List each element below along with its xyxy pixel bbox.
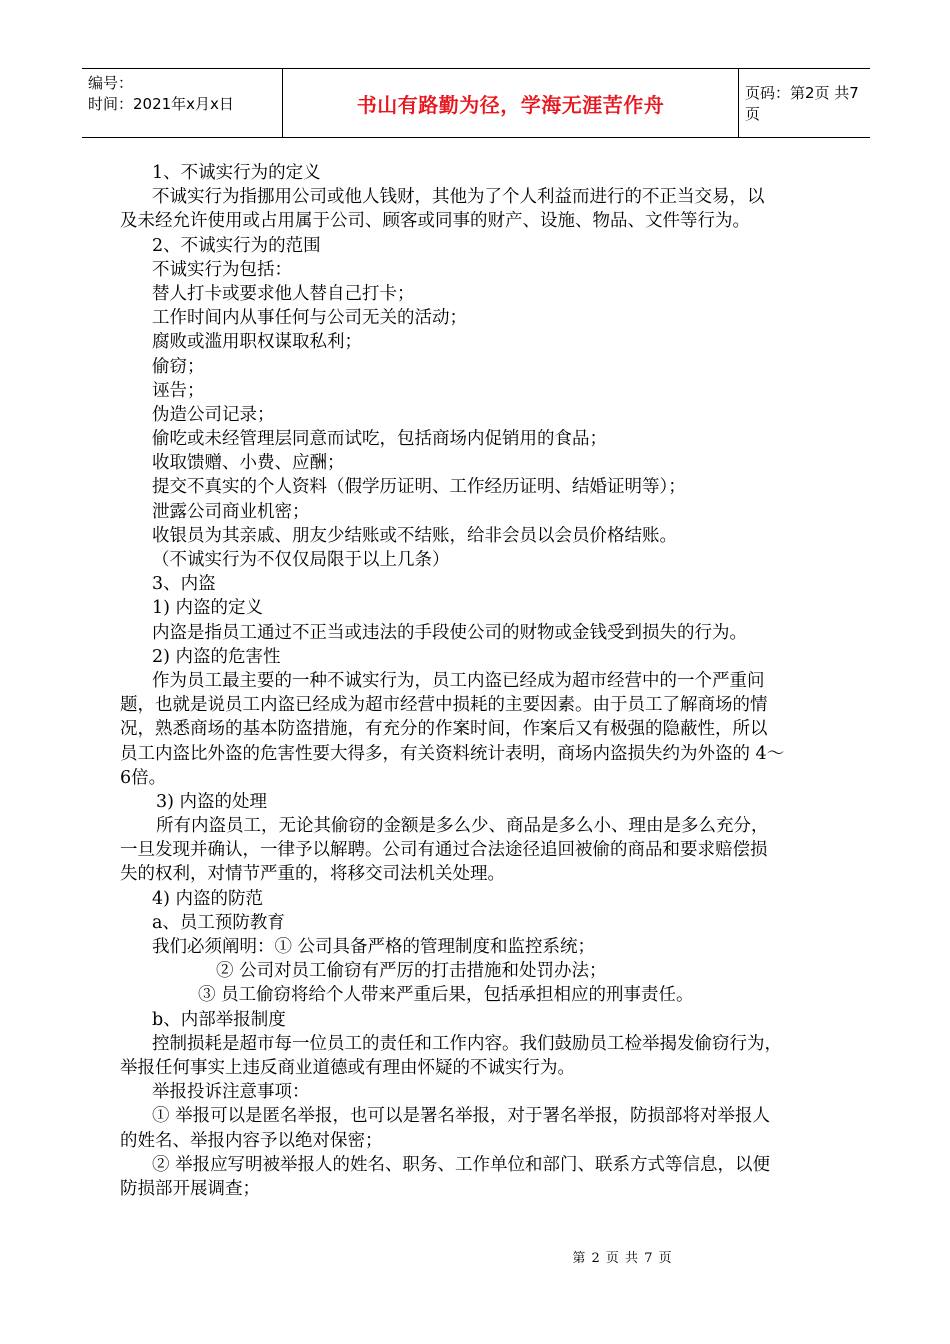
paragraph-line: 6倍。: [120, 767, 167, 788]
list-item: 偷窃；: [152, 356, 205, 377]
list-item: ② 公司对员工偷窃有严厉的打击措施和处罚办法；: [216, 961, 607, 982]
paragraph-line: 作为员工最主要的一种不诚实行为，员工内盗已经成为超市经营中的一个严重问: [152, 670, 765, 691]
list-item: 提交不真实的个人资料（假学历证明、工作经历证明、结婚证明等）；: [152, 477, 686, 498]
header-meta: [88, 73, 234, 115]
paragraph-line: 题，也就是说员工内盗已经成为超市经营中损耗的主要因素。由于员工了解商场的情: [120, 695, 768, 716]
paragraph-line: 及未经允许使用或占用属于公司、顾客或同事的财产、设施、物品、文件等行为。: [120, 211, 750, 232]
page-number-label: 页码：第2页 共7页: [745, 84, 859, 123]
list-item: 工作时间内从事任何与公司无关的活动；: [152, 308, 467, 329]
list-item: 腐败或滥用职权谋取私利；: [152, 332, 362, 353]
list-item: 伪造公司记录；: [152, 404, 275, 425]
motto: 书山有路勤为径，学海无涯苦作舟: [356, 92, 665, 117]
list-item: 的姓名、举报内容予以绝对保密；: [120, 1130, 383, 1151]
header-motto-cell: [282, 69, 739, 137]
list-item: 偷吃或未经管理层同意而试吃，包括商场内促销用的食品；: [152, 429, 607, 450]
serial-number-label: 编号：: [88, 74, 134, 92]
paragraph-line: 失的权利，对情节严重的，将移交司法机关处理。: [120, 864, 505, 885]
paragraph-line: 举报投诉注意事项：: [152, 1082, 310, 1103]
subsection-heading: 3) 内盗的处理: [156, 791, 268, 812]
list-item: 替人打卡或要求他人替自己打卡；: [152, 283, 415, 304]
document-body: [120, 161, 840, 1201]
page-footer: [0, 1247, 950, 1266]
paragraph-line: 控制损耗是超市每一位员工的责任和工作内容。我们鼓励员工检举揭发偷窃行为，: [152, 1033, 782, 1054]
list-item: ③ 员工偷窃将给个人带来严重后果，包括承担相应的刑事责任。: [198, 985, 694, 1006]
list-item: ① 举报可以是匿名举报，也可以是署名举报，对于署名举报，防损部将对举报人: [152, 1106, 771, 1127]
paragraph-line: 一旦发现并确认，一律予以解聘。公司有通过合法途径追回被偷的商品和要求赔偿损: [120, 840, 768, 861]
note-line: （不诚实行为不仅仅局限于以上几条）: [152, 550, 450, 570]
paragraph-line: 内盗是指员工通过不正当或违法的手段使公司的财物或金钱受到损失的行为。: [152, 622, 747, 643]
subsection-heading: 1) 内盗的定义: [152, 598, 264, 619]
list-item: 收取馈赠、小费、应酬；: [152, 453, 345, 474]
section-heading: 1、不诚实行为的定义: [152, 163, 321, 183]
subsection-heading: b、内部举报制度: [152, 1009, 286, 1030]
list-item: 我们必须阐明：① 公司具备严格的管理制度和监控系统；: [152, 937, 596, 957]
paragraph-line: 不诚实行为包括：: [152, 259, 292, 280]
subsection-heading: 2) 内盗的危害性: [152, 646, 281, 667]
page-header: [82, 68, 870, 138]
paragraph-line: 不诚实行为指挪用公司或他人钱财，其他为了个人利益而进行的不正当交易，以: [152, 187, 765, 208]
list-item: 收银员为其亲戚、朋友少结账或不结账，给非会员以会员价格结账。: [152, 525, 677, 546]
list-item: 泄露公司商业机密；: [152, 501, 310, 522]
paragraph-line: 举报任何事实上违反商业道德或有理由怀疑的不诚实行为。: [120, 1057, 575, 1078]
paragraph-line: 所有内盗员工，无论其偷窃的金额是多么少、商品是多么小、理由是多么充分，: [156, 816, 769, 837]
footer-page-number: 第 2 页 共 7 页: [572, 1251, 673, 1266]
header-page-cell: [745, 69, 870, 137]
subsection-heading: 4) 内盗的防范: [152, 888, 264, 909]
paragraph-line: 员工内盗比外盗的危害性要大得多，有关资料统计表明，商场内盗损失约为外盗的 4～: [120, 743, 785, 764]
list-item: 防损部开展调查；: [120, 1178, 260, 1199]
paragraph-line: 况，熟悉商场的基本防盗措施，有充分的作案时间，作案后又有极强的隐蔽性，所以: [120, 719, 768, 740]
section-heading: 2、不诚实行为的范围: [152, 235, 321, 256]
list-item: ② 举报应写明被举报人的姓名、职务、工作单位和部门、联系方式等信息，以便: [152, 1154, 771, 1175]
date-label: 时间：2021年x月x日: [88, 95, 234, 113]
list-item: 诬告；: [152, 380, 205, 401]
section-heading: 3、内盗: [152, 574, 216, 595]
subsection-heading: a、员工预防教育: [152, 912, 285, 933]
